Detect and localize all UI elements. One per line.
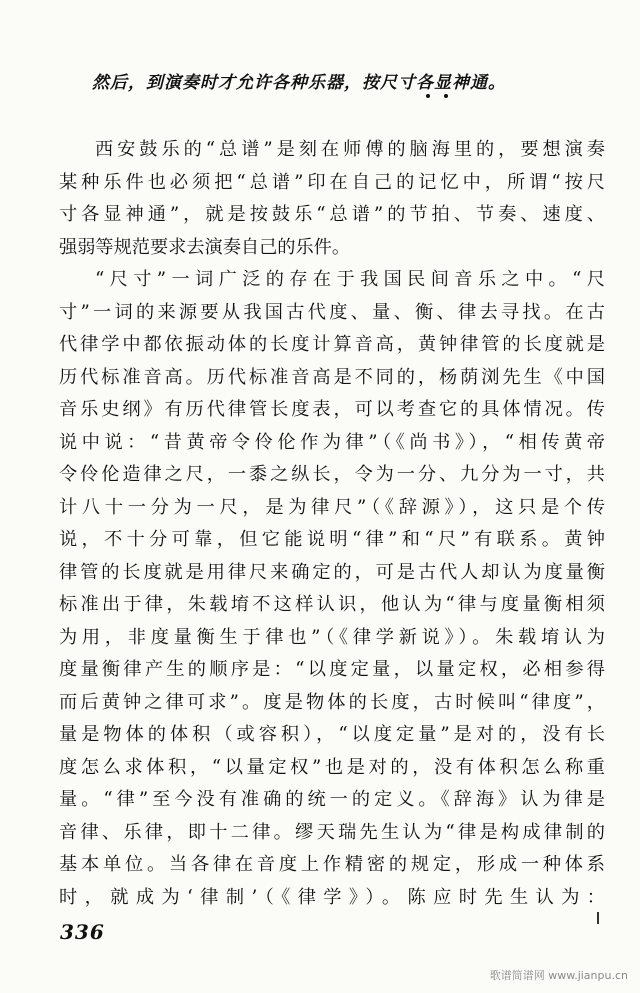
paragraph-1 [59, 134, 605, 264]
text-line: 基本单位。当各律在音度上作精密的规定，形成一种体系 [59, 854, 605, 875]
text-line: 音律、乐律，即十二律。缪天瑞先生认为“律是构成律制的 [59, 821, 605, 843]
text-line: “尺寸”一词广泛的存在于我国民间音乐之中。“尺 [95, 269, 605, 290]
text-line: 某种乐件也必须把“总谱”印在自己的记忆中，所谓“按尺 [59, 171, 605, 193]
text-line: 说中说：“昔黄帝令伶伦作为律”（《尚书》），“相传黄帝 [59, 431, 605, 453]
emphasis-dots [420, 94, 460, 102]
text-line: 强弱等规范要求去演奏自己的乐件。 [59, 236, 351, 258]
text-line: 说，不十分可靠，但它能说明“律”和“尺”有联系。黄钟 [59, 529, 605, 550]
text-line: 量是物体的体积（或容积），“以度定量”是对的，没有长 [59, 724, 605, 745]
body-text [59, 134, 605, 914]
text-line: 而后黄钟之律可求”。度是物体的长度，古时候叫“律度”， [59, 691, 605, 713]
text-line: 计八十一分为一尺，是为律尺”（《辞源》），这只是个传 [59, 496, 605, 518]
text-line: 寸”一词的来源要从我国古代度、量、衡、律去寻找。在古 [59, 301, 605, 323]
paragraph-2 [59, 264, 605, 914]
text-line: 度量衡律产生的顺序是：“以度定量，以量定权，必相参得 [59, 659, 605, 680]
text-line: 律管的长度就是用律尺来确定的，可是古代人却认为度量衡 [59, 561, 605, 583]
text-line: 度怎么求体积，“以量定权”也是对的，没有体积怎么称重 [59, 756, 605, 778]
text-line: 西安鼓乐的“总谱”是刻在师傅的脑海里的，要想演奏 [95, 139, 605, 160]
text-line: 时，就成为‘律制’（《律学》）。陈应时先生认为： [59, 886, 605, 908]
margin-mark [597, 912, 599, 924]
text-line: 代律学中都依振动体的长度计算音高，黄钟律管的长度就是 [59, 334, 605, 355]
text-line: 标准出于律，朱载堉不这样认识，他认为“律与度量衡相须 [59, 594, 605, 615]
text-line: 为用，非度量衡生于律也”（《律学新说》）。朱载堉认为 [59, 626, 605, 648]
text-line: 历代标准音高。历代标准音高是不同的，杨荫浏先生《中国 [59, 366, 605, 388]
text-line: 音乐史纲》有历代律管长度表，可以考查它的具体情况。传 [59, 399, 605, 420]
watermark: 歌谱简谱网 www.jianpu.cn [489, 969, 628, 982]
text-line: 量。“律”至今没有准确的统一的定义。《辞海》认为律是 [59, 789, 605, 810]
heading-quote: 然后，到演奏时才允许各种乐器，按尺寸各显神通。 [92, 73, 506, 93]
page-number: 336 [60, 920, 105, 944]
text-line: 令伶伦造律之尺，一黍之纵长，令为一分、九分为一寸，共 [59, 464, 605, 485]
text-line: 寸各显神通”，就是按鼓乐“总谱”的节拍、节奏、速度、 [59, 204, 605, 225]
